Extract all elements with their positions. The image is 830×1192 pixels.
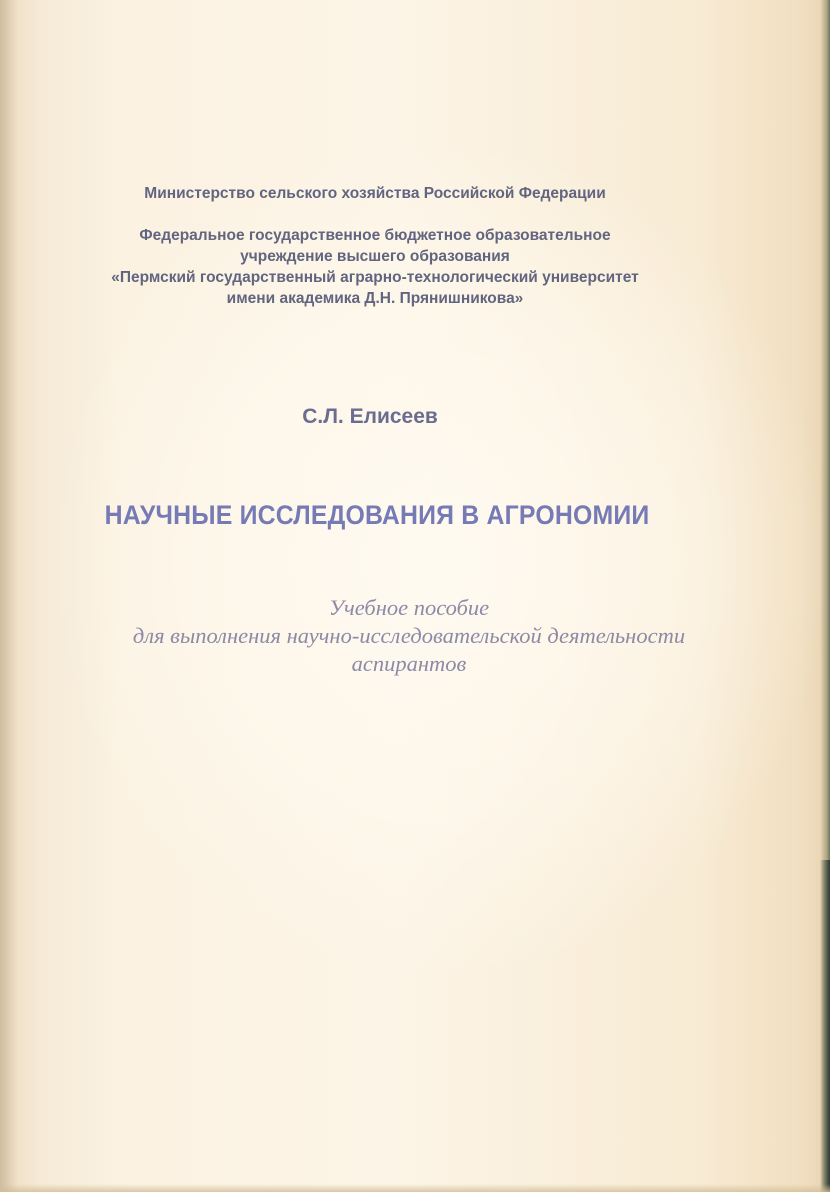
subtitle-line-3: аспирантов bbox=[351, 651, 467, 676]
publisher-header bbox=[0, 183, 750, 309]
subtitle-line-1: Учебное пособие bbox=[328, 595, 490, 620]
book-title: НАУЧНЫЕ ИССЛЕДОВАНИЯ В АГРОНОМИИ bbox=[104, 500, 650, 530]
book-subtitle bbox=[0, 594, 818, 678]
institution-line-4: имени академика Д.Н. Прянишникова» bbox=[226, 290, 524, 307]
page-edge-bottom bbox=[0, 1184, 830, 1192]
subtitle-line-2: для выполнения научно-исследовательской деятельности bbox=[132, 623, 686, 648]
institution-line-1: Федеральное государственное бюджетное образовательное bbox=[139, 227, 611, 244]
institution-line-2: учреждение высшего образования bbox=[240, 248, 510, 265]
page-edge-right-dark bbox=[820, 860, 830, 1192]
ministry-name: Министерство сельского хозяйства Российской Федерации bbox=[144, 185, 606, 202]
author-name: С.Л. Елисеев bbox=[302, 405, 438, 428]
institution-line-3: «Пермский государственный аграрно-технологический университет bbox=[111, 269, 639, 286]
